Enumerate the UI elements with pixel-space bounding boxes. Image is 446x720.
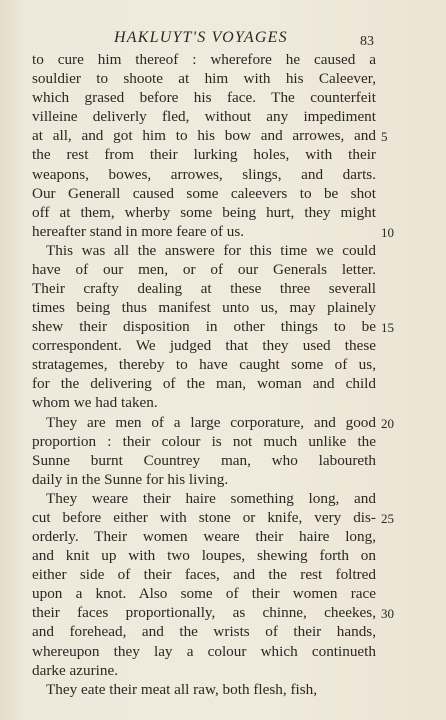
line-number: 15 bbox=[381, 320, 394, 336]
text-line: darke azurine. bbox=[32, 661, 119, 679]
text-line: They are men of a large corporature, and good bbox=[46, 413, 376, 431]
text-line: and knit up with two loupes, shewing forth on bbox=[32, 547, 376, 565]
text-line: times being thus manifest unto us, may plainely bbox=[32, 299, 376, 316]
text-line: orderly. Their women weare their haire long, bbox=[32, 528, 376, 545]
text-line: correspondent. We judged that they used these bbox=[32, 337, 376, 355]
page-number: 83 bbox=[360, 34, 374, 49]
text-line: for the delivering of the man, woman and child bbox=[32, 375, 376, 393]
text-line: proportion : their colour is not much unlike the bbox=[32, 432, 376, 450]
text-line: which grased before his face. The counterfeit bbox=[32, 89, 376, 107]
text-line: their faces proportionally, as chinne, cheekes, bbox=[32, 604, 376, 622]
line-number: 20 bbox=[381, 415, 394, 431]
text-line: villeine deliverly fled, without any impediment bbox=[32, 108, 376, 126]
text-line: whereupon they lay a colour which continueth bbox=[32, 642, 376, 660]
text-line: to cure him thereof : wherefore he caused a bbox=[32, 51, 376, 68]
text-line: whom we had taken. bbox=[32, 394, 158, 412]
text-line: weapons, bowes, arrowes, slings, and darts. bbox=[32, 165, 376, 183]
line-number: 10 bbox=[381, 224, 394, 240]
text-line: the rest from their lurking holes, with their bbox=[32, 146, 376, 164]
text-line: shew their disposition in other things to be bbox=[32, 318, 376, 336]
text-line: cut before either with stone or knife, very dis- bbox=[32, 508, 376, 526]
text-line: They weare their haire something long, and bbox=[46, 489, 376, 507]
line-number: 30 bbox=[381, 606, 394, 622]
text-line: at all, and got him to his bow and arrowes, and bbox=[32, 127, 376, 145]
text-line: daily in the Sunne for his living. bbox=[32, 470, 229, 488]
text-line: hereafter stand in more feare of us. bbox=[32, 222, 245, 240]
line-number: 5 bbox=[381, 129, 388, 145]
line-number: 25 bbox=[381, 510, 394, 526]
text-line: and forehead, and the wrists of their hands, bbox=[32, 623, 376, 641]
running-head: HAKLUYT'S VOYAGES bbox=[114, 29, 288, 46]
text-line: This was all the answere for this time we could bbox=[46, 241, 376, 259]
text-line: souldier to shoote at him with his Caleever, bbox=[32, 70, 376, 88]
text-line: They eate their meat all raw, both flesh, fish, bbox=[46, 680, 318, 698]
text-line: have of our men, or of our Generals letter. bbox=[32, 260, 376, 278]
text-line: Their crafty dealing at these three severall bbox=[32, 280, 376, 297]
text-line: Sunne burnt Countrey man, who laboureth bbox=[32, 451, 376, 469]
text-line: upon a knot. Also some of their women race bbox=[32, 585, 376, 603]
text-line: off at them, wherby some being hurt, they might bbox=[32, 203, 376, 221]
text-line: Our Generall caused some caleevers to be shot bbox=[32, 184, 376, 202]
text-line: either side of their faces, and the rest foltred bbox=[32, 566, 376, 584]
text-line: stratagemes, thereby to have caught some of us, bbox=[32, 356, 376, 374]
